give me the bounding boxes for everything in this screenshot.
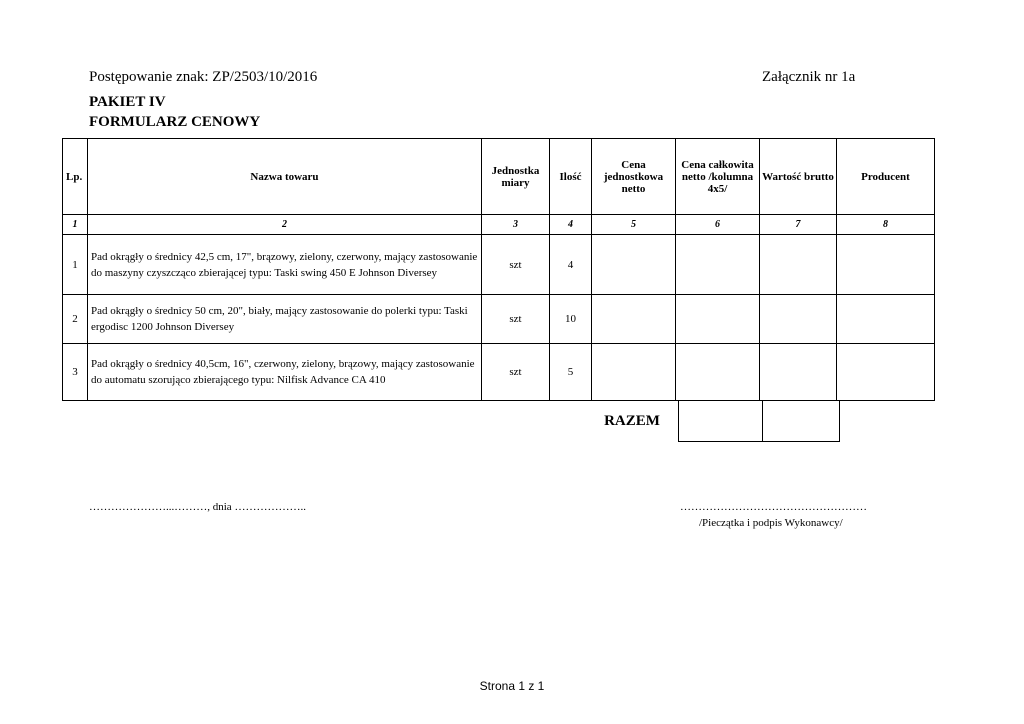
col-header-lp: Lp.	[63, 139, 88, 215]
col-number: 6	[676, 215, 760, 235]
table-row	[63, 235, 935, 295]
row-product-name: Pad okrągły o średnicy 40,5cm, 16", czerwony, zielony, brązowy, mający zastosowanie do automatu szorująco zbierającego typu: Nilfisk Advance CA 410	[88, 344, 482, 401]
total-gross-cell[interactable]	[763, 401, 840, 442]
col-number: 2	[88, 215, 482, 235]
col-number: 3	[482, 215, 550, 235]
col-header-gross: Wartość brutto	[760, 139, 837, 215]
row-producer-cell[interactable]	[837, 344, 935, 401]
table-row	[63, 295, 935, 344]
table-header-row	[63, 139, 935, 215]
col-header-unit: Jednostka miary	[482, 139, 550, 215]
row-unit-price-cell[interactable]	[592, 295, 676, 344]
signature-caption: /Pieczątka i podpis Wykonawcy/	[699, 517, 843, 529]
col-header-unit-price: Cena jednostkowa netto	[592, 139, 676, 215]
row-gross-cell[interactable]	[760, 295, 837, 344]
col-number: 7	[760, 215, 837, 235]
attachment-label: Załącznik nr 1a	[762, 69, 856, 85]
table-row	[63, 344, 935, 401]
form-title: FORMULARZ CENOWY	[89, 114, 261, 130]
col-header-qty: Ilość	[550, 139, 592, 215]
row-lp: 2	[63, 295, 88, 344]
place-date-line: …………………...………, dnia ………………..	[89, 501, 306, 513]
col-header-producer: Producent	[837, 139, 935, 215]
row-total-net-cell[interactable]	[676, 235, 760, 295]
row-product-name: Pad okrągły o średnicy 50 cm, 20", biały, mający zastosowanie do polerki typu: Taski ergodisc 1200 Johnson Diversey	[88, 295, 482, 344]
row-gross-cell[interactable]	[760, 344, 837, 401]
col-number: 1	[63, 215, 88, 235]
row-product-name: Pad okrągły o średnicy 42,5 cm, 17", brązowy, zielony, czerwony, mający zastosowanie do maszyny czyszcząco zbierającej typu: Taski swing 450 E Johnson Diversey	[88, 235, 482, 295]
total-label: RAZEM	[604, 412, 660, 429]
col-number: 8	[837, 215, 935, 235]
page-footer: Strona 1 z 1	[479, 679, 545, 693]
row-producer-cell[interactable]	[837, 295, 935, 344]
row-lp: 1	[63, 235, 88, 295]
row-qty: 10	[550, 295, 592, 344]
row-qty: 4	[550, 235, 592, 295]
col-header-total-net: Cena całkowita netto /kolumna 4x5/	[676, 139, 760, 215]
col-number: 5	[592, 215, 676, 235]
package-title: PAKIET IV	[89, 94, 166, 110]
column-number-row	[63, 215, 935, 235]
row-qty: 5	[550, 344, 592, 401]
row-total-net-cell[interactable]	[676, 344, 760, 401]
price-table	[62, 138, 935, 401]
signature-line: ……………………………………………	[680, 501, 867, 513]
row-unit: szt	[482, 235, 550, 295]
row-lp: 3	[63, 344, 88, 401]
row-unit-price-cell[interactable]	[592, 235, 676, 295]
row-unit: szt	[482, 295, 550, 344]
row-gross-cell[interactable]	[760, 235, 837, 295]
col-header-name: Nazwa towaru	[88, 139, 482, 215]
total-net-cell[interactable]	[679, 401, 763, 442]
col-number: 4	[550, 215, 592, 235]
row-producer-cell[interactable]	[837, 235, 935, 295]
row-unit: szt	[482, 344, 550, 401]
total-table	[586, 400, 840, 442]
procedure-reference: Postępowanie znak: ZP/2503/10/2016	[89, 69, 318, 85]
row-total-net-cell[interactable]	[676, 295, 760, 344]
row-unit-price-cell[interactable]	[592, 344, 676, 401]
